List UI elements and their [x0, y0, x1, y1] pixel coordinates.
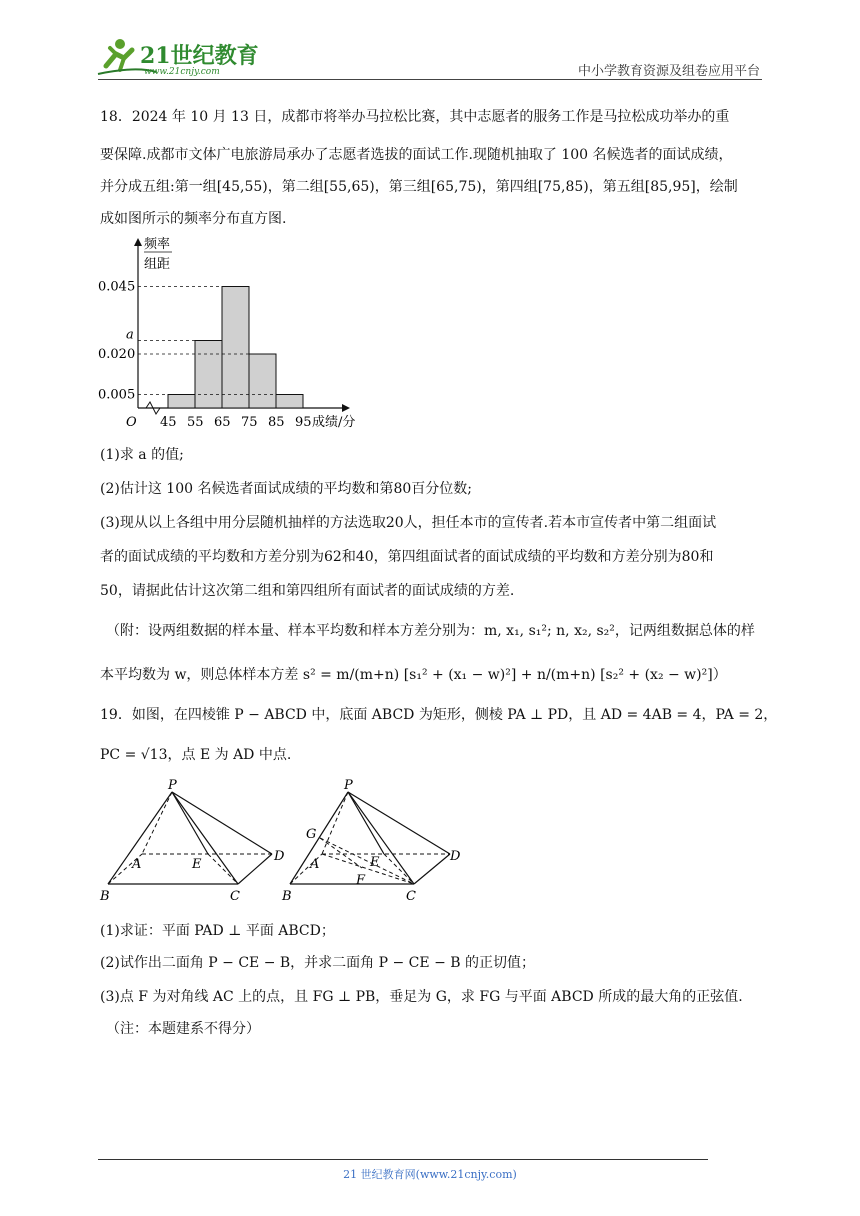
- q18-note-line-2: 本平均数为 w，则总体样本方差 s² = m/(m+n) [s₁² + (x₁ − w)²] + n/(m+n) [s₂² + (x₂ − w)²]）: [100, 667, 727, 683]
- label-G2: G: [306, 827, 317, 842]
- origin-label: O: [126, 415, 137, 430]
- pyramid-figure-1: [96, 776, 296, 902]
- label-F2: F: [356, 873, 366, 888]
- site-logo: [96, 36, 261, 78]
- x-tick-label: 75: [241, 415, 258, 430]
- q18-part3-line-1: (3)现从以上各组中用分层随机抽样的方法选取20人，担任本市的宣传者.若本市宣传者中第二组面试: [100, 515, 717, 531]
- y-label-bottom: 组距: [144, 257, 171, 272]
- pyramid-figure-2: [278, 776, 478, 902]
- y-tick-label: 0.020: [98, 347, 136, 362]
- q18-note-line-1: （附：设两组数据的样本量、样本平均数和样本方差分别为：m, x₁, s₁²; n, x₂, s₂²，记两组数据总体的样: [106, 623, 755, 639]
- frequency-histogram: [96, 232, 376, 434]
- x-tick-label: 45: [160, 415, 177, 430]
- x-tick-label: 65: [214, 415, 231, 430]
- q19-intro-line-2: PC = √13，点 E 为 AD 中点.: [100, 747, 292, 763]
- q18-intro-line-3: 并分成五组:第一组[45,55)，第二组[55,65)，第三组[65,75)，第四组[75,85)，第五组[85,95]，绘制: [100, 179, 738, 195]
- histogram-bar: [195, 341, 222, 409]
- q18-part1: (1)求 a 的值;: [100, 447, 184, 463]
- q19-intro-line-1: 19．如图，在四棱锥 P − ABCD 中，底面 ABCD 为矩形，侧棱 PA ⊥ PD，且 AD = 4AB = 4，PA = 2，: [100, 707, 778, 723]
- y-label-top: 频率: [144, 237, 171, 252]
- footer-divider: [98, 1159, 708, 1160]
- q19-part1: (1)求证：平面 PAD ⊥ 平面 ABCD；: [100, 923, 335, 939]
- histogram-bar: [222, 287, 249, 409]
- q18-part3-line-2: 者的面试成绩的平均数和方差分别为62和40，第四组面试者的面试成绩的平均数和方差分别为80和: [100, 549, 714, 565]
- label-P2: P: [344, 778, 353, 793]
- label-D2: D: [450, 849, 461, 864]
- label-A: A: [132, 857, 142, 872]
- x-axis-arrow: [342, 404, 350, 412]
- y-tick-label: 0.045: [98, 279, 136, 295]
- label-A2: A: [310, 857, 320, 872]
- histogram-bar: [168, 395, 195, 409]
- y-tick-label: 0.005: [98, 387, 136, 403]
- y-tick-label: a: [126, 327, 134, 343]
- q19-part2: (2)试作出二面角 P − CE − B，并求二面角 P − CE − B 的正切值；: [100, 955, 535, 971]
- label-C2: C: [406, 889, 416, 902]
- label-C: C: [230, 889, 240, 902]
- histogram-bar: [276, 395, 303, 409]
- histogram-bar: [249, 354, 276, 408]
- label-E2: E: [370, 855, 380, 870]
- label-D: D: [274, 849, 285, 864]
- q19-part3: (3)点 F 为对角线 AC 上的点，且 FG ⊥ PB，垂足为 G，求 FG 与平面 ABCD 所成的最大角的正弦值.: [100, 989, 743, 1005]
- label-B: B: [100, 889, 110, 902]
- header-divider: [98, 79, 762, 80]
- x-tick-label: 85: [268, 415, 285, 430]
- q18-part2: (2)估计这 100 名候选者面试成绩的平均数和第80百分位数;: [100, 481, 472, 497]
- q19-note: （注：本题建系不得分）: [106, 1021, 260, 1037]
- x-axis-label: 成绩/分: [312, 415, 356, 430]
- q18-part3-line-3: 50，请据此估计这次第二组和第四组所有面试者的面试成绩的方差.: [100, 583, 515, 599]
- y-axis-arrow: [134, 238, 142, 246]
- label-P: P: [168, 778, 177, 793]
- svg-text:21世纪教育: 21世纪教育: [140, 43, 259, 69]
- label-E: E: [192, 857, 202, 872]
- q18-intro-line-4: 成如图所示的频率分布直方图.: [100, 211, 287, 227]
- label-B2: B: [282, 889, 292, 902]
- x-tick-label: 95: [295, 415, 312, 430]
- x-tick-label: 55: [187, 415, 204, 430]
- footer-site-link[interactable]: 21 世纪教育网(www.21cnjy.com): [343, 1168, 517, 1181]
- q18-intro-line-2: 要保障.成都市文体广电旅游局承办了志愿者选拔的面试工作.现随机抽取了 100 名候选者的面试成绩，: [100, 147, 733, 163]
- q18-intro-line-1: 18．2024 年 10 月 13 日，成都市将举办马拉松比赛，其中志愿者的服务工作是马拉松成功举办的重: [100, 109, 730, 125]
- header-platform-text: 中小学教育资源及组卷应用平台: [577, 64, 760, 79]
- svg-text:www.21cnjy.com: www.21cnjy.com: [144, 67, 220, 77]
